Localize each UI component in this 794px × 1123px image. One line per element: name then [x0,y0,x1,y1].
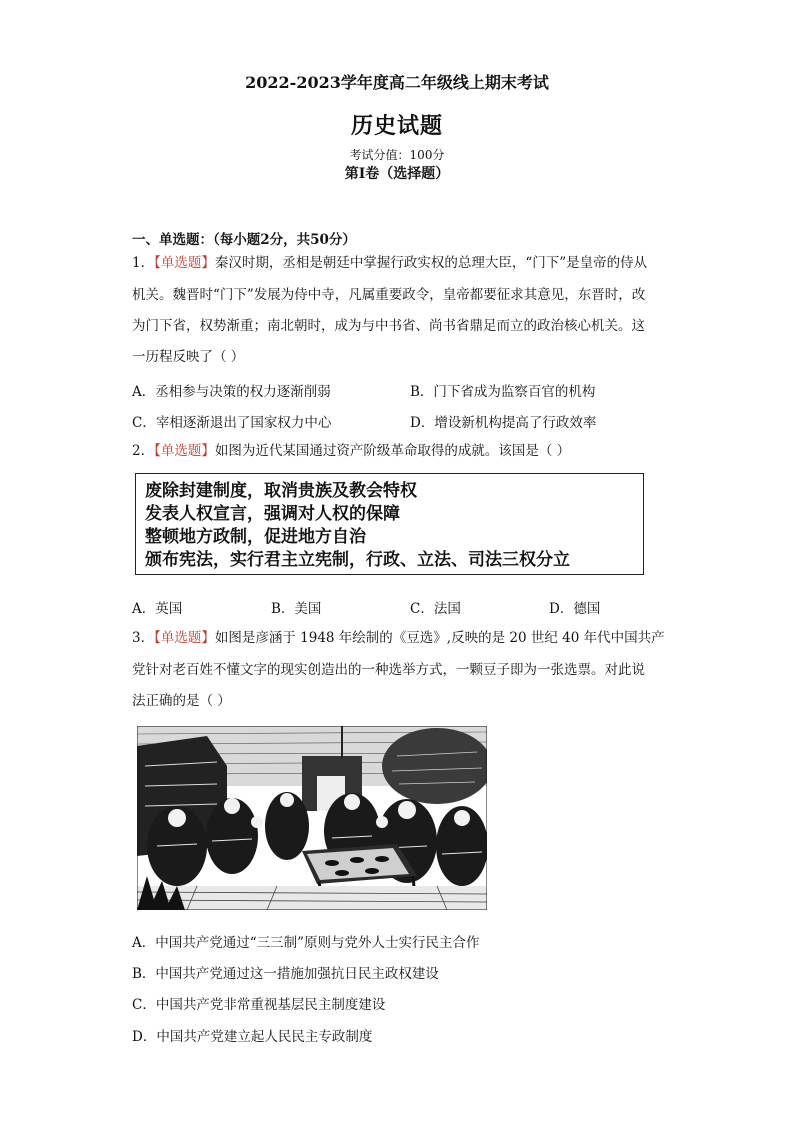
question-text: 秦汉时期，丞相是朝廷中掌握行政实权的总理大臣，“门下”是皇帝的侍从 [214,255,648,271]
volume-title: 第Ⅰ卷（选择题） [344,166,450,182]
woodcut-illustration [137,726,487,910]
section-heading: 一、单选题：（每小题2分，共50分） [132,232,356,248]
option-b[interactable]: B．中国共产党通过这一措施加强抗日民主政权建设 [132,966,439,982]
question-number: 1． [132,255,155,271]
option-a[interactable]: A．英国 [132,601,183,617]
option-b[interactable]: B．门下省成为监察百官的机构 [410,384,596,400]
subject-title: 历史试题 [350,113,443,139]
question-type-tag: 【单选题】 [154,255,215,271]
question-number: 2． [132,443,155,459]
question-text: 法正确的是（ ） [132,693,231,709]
option-b[interactable]: B．美国 [271,601,322,617]
option-a[interactable]: A．丞相参与决策的权力逐渐削弱 [132,384,331,400]
box-line: 颁布宪法，实行君主立宪制，行政、立法、司法三权分立 [145,550,570,570]
box-line: 发表人权宣言，强调对人权的保障 [145,504,400,524]
question-type-tag: 【单选题】 [154,443,215,459]
question-text: 一历程反映了（ ） [132,349,245,365]
score-line: 考试分值：100分 [349,148,445,162]
option-c[interactable]: C．宰相逐渐退出了国家权力中心 [132,415,332,431]
achievement-box [135,473,644,575]
option-d[interactable]: D．德国 [549,601,601,617]
question-number: 3． [132,630,155,646]
question-text: 如图为近代某国通过资产阶级革命取得的成就。该国是（ ） [214,443,571,459]
box-line: 废除封建制度，取消贵族及教会特权 [145,481,417,501]
option-a[interactable]: A．中国共产党通过“三三制”原则与党外人士实行民主合作 [132,935,480,951]
question-text: 党针对老百姓不懂文字的现实创造出的一种选举方式，一颗豆子即为一张选票。对此说 [132,662,645,678]
question-3-line-1 [132,623,672,654]
question-text: 如图是彦涵于 1948 年绘制的《豆选》,反映的是 20 世纪 40 年代中国共产 [214,630,665,646]
question-text: 为门下省，权势渐重；南北朝时，成为与中书省、尚书省鼎足而立的政治核心机关。这 [132,318,645,334]
question-type-tag: 【单选题】 [154,630,215,646]
option-d[interactable]: D．中国共产党建立起人民民主专政制度 [132,1029,373,1045]
question-2-line-1 [132,436,672,467]
question-text: 机关。魏晋时“门下”发展为侍中寺，凡属重要政令，皇帝都要征求其意见，东晋时，改 [132,287,646,303]
option-d[interactable]: D．增设新机构提高了行政效率 [410,415,597,431]
question-1-line-1 [132,248,672,279]
option-c[interactable]: C．法国 [410,601,461,617]
box-line: 整顿地方政制，促进地方自治 [145,527,366,547]
exam-title: 2022-2023学年度高二年级线上期末考试 [245,73,549,92]
option-c[interactable]: C．中国共产党非常重视基层民主制度建设 [132,997,386,1013]
